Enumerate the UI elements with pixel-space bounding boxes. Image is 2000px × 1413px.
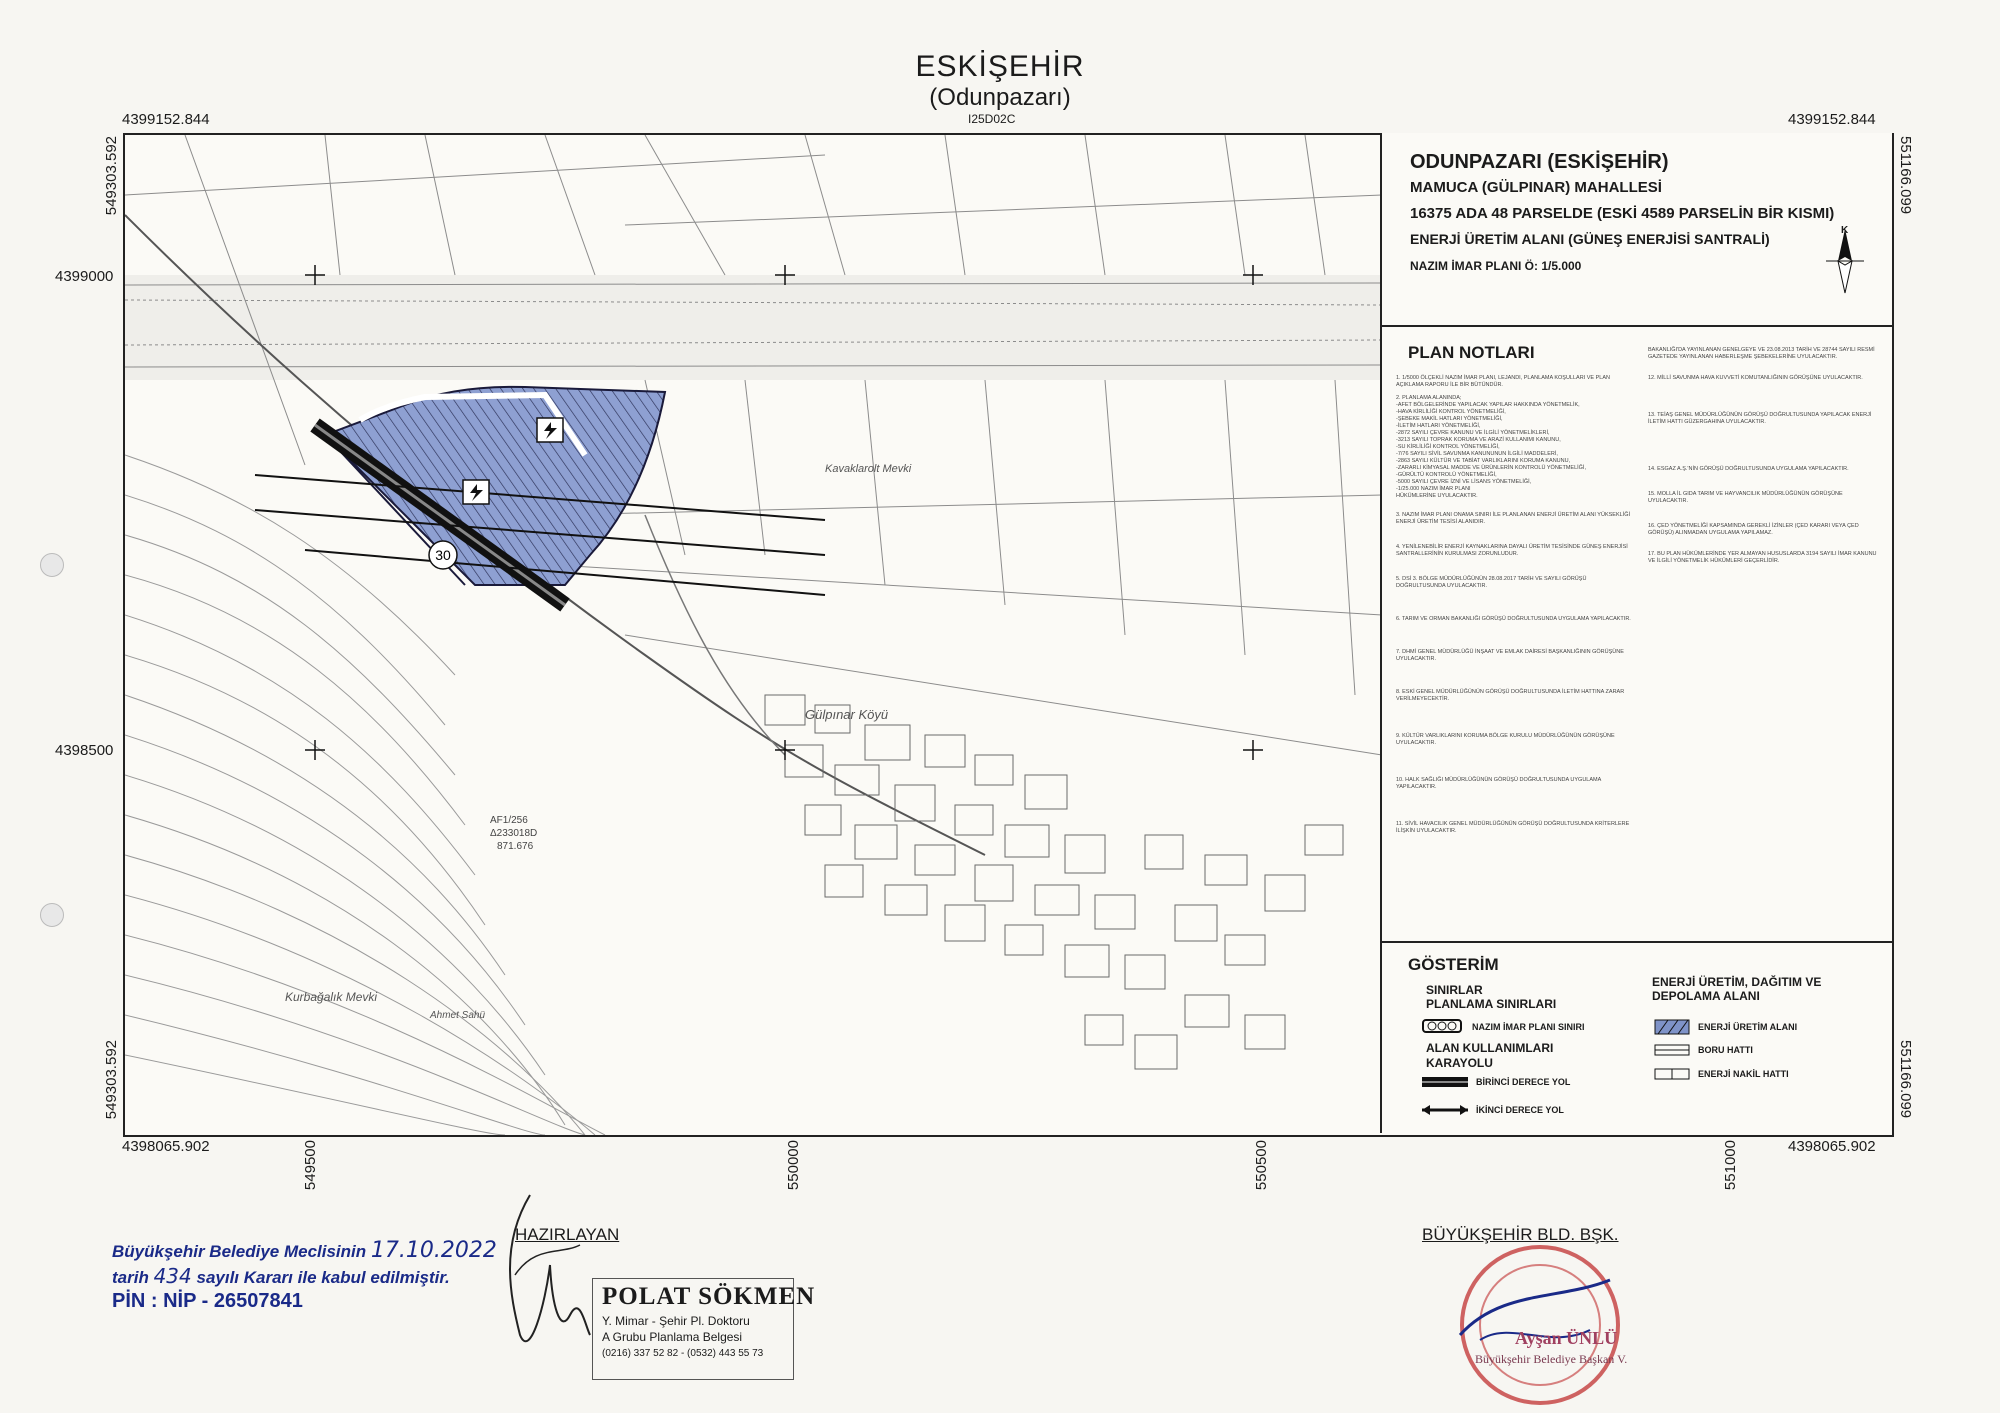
coord-right-bottom: 551166.099: [1897, 1040, 1914, 1119]
planner-title: Y. Mimar - Şehir Pl. Doktoru: [602, 1314, 750, 1328]
note-line: 14. ESGAZ A.Ş.'NİN GÖRÜŞÜ DOĞRULTUSUNDA UYGULAMA YAPILACAKTIR.: [1648, 466, 1849, 472]
note-line: 8. ESKİ GENEL MÜDÜRLÜĞÜNÜN GÖRÜŞÜ DOĞRULTUSUNDA İLETİM HATTINA ZARAR VERİLMEYECEKTİR.: [1396, 689, 1625, 702]
place-label-kurbaga: Kurbağalık Mevki: [285, 990, 378, 1004]
council-text-b: tarih: [112, 1268, 149, 1287]
note-line: 17. BU PLAN HÜKÜMLERİNDE YER ALMAYAN HUSUSLARDA 3194 SAYILI İMAR KANUNU VE İLGİLİ YÖNETMELİK HÜKÜMLERİ GEÇERLİDİR.: [1648, 551, 1877, 564]
prepared-by-label: HAZIRLAYAN: [515, 1225, 620, 1244]
energy-area-symbol: [1654, 1019, 1690, 1035]
note-line: -SU KİRLİLİĞİ KONTROL YÖNETMELİĞİ,: [1396, 444, 1500, 450]
note-line: 12. MİLLİ SAVUNMA HAVA KUVVETİ KOMUTANLIĞININ GÖRÜŞÜNE UYULACAKTIR.: [1648, 375, 1863, 381]
legend-pipeline: BORU HATTI: [1698, 1045, 1753, 1055]
note-line: 5. DSİ 3. BÖLGE MÜDÜRLÜĞÜNÜN 28.08.2017 TARİH VE SAYILI GÖRÜŞÜ DOĞRULTUSUNDA UYULACAKTIR.: [1396, 576, 1587, 589]
map-subtitle: (Odunpazarı): [929, 84, 1071, 111]
note-line: 9. KÜLTÜR VARLIKLARINI KORUMA BÖLGE KURULU MÜDÜRLÜĞÜNÜN GÖRÜŞÜNE UYULACAKTIR.: [1396, 733, 1615, 746]
pipeline-symbol: [1654, 1043, 1690, 1057]
note-line: 6. TARIM VE ORMAN BAKANLIĞI GÖRÜŞÜ DOĞRULTUSUNDA UYGULAMA YAPILACAKTIR.: [1396, 616, 1631, 622]
note-line: BAKANLIĞI'DA YAYINLANAN GENELGEYE VE 23.08.2013 TARİH VE 28744 SAYILI RESMİ GAZETEDE YAYINLANAN HABERLEŞME ŞEBEKELERİNE UYULACAKTIR.: [1648, 347, 1875, 360]
planner-phone: (0216) 337 52 82 - (0532) 443 55 73: [602, 1348, 764, 1359]
first-road-symbol: [1422, 1075, 1468, 1089]
note-line: 16. ÇED YÖNETMELİĞİ KAPSAMINDA GEREKLİ İZİNLER (ÇED KARARI VEYA ÇED GÖRÜŞÜ) ALINMADAN UYGULAMA YAPILAMAZ.: [1648, 523, 1859, 536]
base-map: [125, 135, 1382, 1135]
binder-hole: [40, 553, 64, 577]
place-label-kavaklar: Kavaklarolt Mevki: [825, 463, 912, 475]
info-panel: [1380, 133, 1892, 1133]
legend-transmission-line: ENERJİ NAKİL HATTI: [1698, 1069, 1789, 1079]
north-label: K: [1841, 225, 1849, 236]
note-line: -GÜRÜLTÜ KONTROLÜ YÖNETMELİĞİ,: [1396, 472, 1497, 478]
note-line: 10. HALK SAĞLIĞI MÜDÜRLÜĞÜNÜN GÖRÜŞÜ DOĞRULTUSUNDA UYGULAMA YAPILACAKTIR.: [1396, 777, 1601, 790]
legend-second-road: İKİNCİ DERECE YOL: [1476, 1105, 1564, 1115]
mayor-name: Ayşan ÜNLÜ: [1515, 1328, 1618, 1348]
legend-energy-heading: ENERJİ ÜRETİM, DAĞITIM VE DEPOLAMA ALANI: [1652, 975, 1822, 1003]
map-band: [125, 275, 1382, 380]
grid-label-x1: 549500: [302, 1140, 319, 1191]
mayor-label: BÜYÜKŞEHİR BLD. BŞK.: [1422, 1225, 1619, 1244]
benchmark-label-1: AF1/256: [490, 815, 528, 826]
map-title: ESKİŞEHİR: [915, 50, 1085, 83]
title-block: [1382, 133, 1892, 327]
coord-bottom-right: 4398065.902: [1788, 1138, 1876, 1155]
plan-notes-heading: PLAN NOTLARI: [1408, 343, 1535, 362]
sheet-code: I25D02C: [968, 112, 1016, 126]
note-line: 15. MOLLA İL GIDA TARIM VE HAYVANCILIK MÜDÜRLÜĞÜNÜN GÖRÜŞÜNE UYULACAKTIR.: [1648, 491, 1843, 504]
legend-energy-area: ENERJİ ÜRETİM ALANI: [1698, 1022, 1798, 1032]
place-label-ahmet: Ahmet Sahü: [430, 1010, 486, 1021]
title-line-4: ENERJİ ÜRETİM ALANI (GÜNEŞ ENERJİSİ SANTRALİ): [1410, 231, 1770, 247]
note-line: 1. 1/5000 ÖLÇEKLİ NAZIM İMAR PLANI, LEJANDI, PLANLAMA KOŞULLARI VE PLAN AÇIKLAMA RAPORU İLE BİR BÜTÜNDÜR.: [1396, 375, 1610, 388]
coord-left-top: 549303.592: [103, 136, 120, 216]
council-text-c: sayılı Kararı ile kabul edilmiştir.: [196, 1268, 450, 1287]
note-line: -ŞEBEKE MAKİL HATLARI YÖNETMELİĞİ,: [1396, 416, 1503, 422]
plan-notes-left: [1396, 375, 1634, 835]
planner-name: POLAT SÖKMEN: [602, 1283, 816, 1310]
note-line: -2872 SAYILI ÇEVRE KANUNU VE İLGİLİ YÖNETMELİKLERİ,: [1396, 430, 1550, 436]
council-line-2: [112, 1264, 450, 1288]
coord-bottom-left: 4398065.902: [122, 1138, 210, 1155]
grid-label-x4: 551000: [1722, 1140, 1739, 1191]
coord-right-top: 551166.099: [1897, 136, 1914, 215]
title-line-1: ODUNPAZARI (ESKİŞEHİR): [1410, 151, 1669, 173]
grid-label-y1: 4399000: [55, 268, 114, 285]
note-line: -AFET BÖLGELERİNDE YAPILACAK YAPILAR HAKKINDA YÖNETMELİK,: [1396, 402, 1580, 408]
signature-scribble-icon: [490, 1185, 600, 1360]
grid-label-y2: 4398500: [55, 742, 114, 759]
note-line: 13. TEİAŞ GENEL MÜDÜRLÜĞÜNÜN GÖRÜŞÜ DOĞRULTUSUNDA YAPILACAK ENERJİ İLETİM HATTI GÜZERGAHINA UYULACAKTIR.: [1648, 412, 1872, 425]
title-line-5: NAZIM İMAR PLANI Ö: 1/5.000: [1410, 259, 1582, 273]
note-line: 4. YENİLENEBİLİR ENERJİ KAYNAKLARINA DAYALI ÜRETİM TESİSİNDE GÜNEŞ ENERJİSİ SANTRALLERİNİN KURULMASI ZORUNLUDUR.: [1396, 544, 1628, 557]
council-decision: 434: [153, 1264, 192, 1288]
note-line: -3213 SAYILI TOPRAK KORUMA VE ARAZİ KULLANIMI KANUNU,: [1396, 437, 1561, 443]
note-line: 7. DHMİ GENEL MÜDÜRLÜĞÜ İNŞAAT VE EMLAK DAİRESİ BAŞKANLIĞININ GÖRÜŞÜNE UYULACAKTIR.: [1396, 649, 1624, 662]
pin-number: PİN : NİP - 26507841: [112, 1290, 303, 1312]
note-line: -HAVA KİRLİLİĞİ KONTROL YÖNETMELİĞİ,: [1396, 409, 1506, 415]
grid-label-x2: 550000: [785, 1140, 802, 1191]
council-line-1: [112, 1238, 497, 1263]
benchmark-label-2: Δ233018D: [490, 828, 538, 839]
council-date: 17.10.2022: [370, 1238, 497, 1263]
road-number-text: 30: [435, 547, 451, 563]
title-line-3: 16375 ADA 48 PARSELDE (ESKİ 4589 PARSELİN BİR KISMI): [1410, 205, 1835, 222]
village-blocks: [765, 695, 1343, 1069]
legend-plan-boundary: NAZIM İMAR PLANI SINIRI: [1472, 1022, 1585, 1032]
coord-top-right: 4399152.844: [1788, 111, 1876, 128]
transmission-line-symbol: [1654, 1067, 1690, 1081]
coord-top-left: 4399152.844: [122, 111, 210, 128]
note-line: -1/25.000 NAZIM İMAR PLANI: [1396, 486, 1471, 492]
note-line: -2863 SAYILI KÜLTÜR VE TABİAT VARLIKLARINI KORUMA KANUNU,: [1396, 458, 1571, 464]
title-line-2: MAMUCA (GÜLPINAR) MAHALLESİ: [1410, 179, 1662, 196]
official-seal-icon: [1440, 1240, 1640, 1410]
note-line: HÜKÜMLERİNE UYULACAKTIR.: [1396, 493, 1478, 499]
second-road-symbol: [1422, 1103, 1468, 1117]
legend-road: KARAYOLU: [1426, 1056, 1493, 1070]
note-line: -ZARARLI KİMYASAL MADDE VE ÜRÜNLERİN KONTROLÜ YÖNETMELİĞİ,: [1396, 465, 1586, 471]
planner-certificate: A Grubu Planlama Belgesi: [602, 1330, 743, 1344]
legend-land-use: ALAN KULLANIMLARI: [1426, 1041, 1554, 1055]
parcel-lines: [125, 135, 1382, 755]
mayor-title: Büyükşehir Belediye Başkan V.: [1475, 1352, 1628, 1366]
plan-notes-right: [1648, 347, 1880, 565]
binder-hole: [40, 903, 64, 927]
coord-left-bottom: 549303.592: [103, 1040, 120, 1120]
legend-heading: GÖSTERİM: [1408, 955, 1499, 974]
legend: [1382, 943, 1892, 1133]
note-line: 11. SİVİL HAVACILIK GENEL MÜDÜRLÜĞÜNÜN GÖRÜŞÜ DOĞRULTUSUNDA KRİTERLERE İLİŞKİN UYULACAKTIR.: [1396, 821, 1630, 834]
note-line: -7/76 SAYILI SİVİL SAVUNMA KANUNUNUN İLGİLİ MADDELERİ,: [1396, 451, 1558, 457]
note-line: -5000 SAYILI ÇEVRE İZNİ VE LİSANS YÖNETMELİĞİ,: [1396, 479, 1532, 485]
legend-boundaries: SINIRLAR: [1426, 983, 1483, 997]
plan-notes: [1382, 327, 1892, 943]
grid-label-x3: 550500: [1253, 1140, 1270, 1191]
legend-first-road: BİRİNCİ DERECE YOL: [1476, 1077, 1571, 1087]
note-line: 2. PLANLAMA ALANINDA;: [1396, 395, 1462, 401]
benchmark-label-3: 871.676: [497, 841, 534, 852]
note-line: -İLETİM HATLARI YÖNETMELİĞİ,: [1396, 423, 1481, 429]
note-line: 3. NAZIM İMAR PLANI ONAMA SINIRI İLE PLANLANAN ENERJİ ÜRETİM ALANI YÜKSEKLİĞİ ENERJİ ÜRETİM TESİSİ ALANIDIR.: [1396, 512, 1631, 525]
council-text-a: Büyükşehir Belediye Meclisinin: [112, 1242, 367, 1261]
place-label-gulpinar: Gülpınar Köyü: [805, 707, 889, 722]
legend-planning-boundaries: PLANLAMA SINIRLARI: [1426, 997, 1557, 1011]
plan-boundary-symbol: [1422, 1018, 1462, 1034]
